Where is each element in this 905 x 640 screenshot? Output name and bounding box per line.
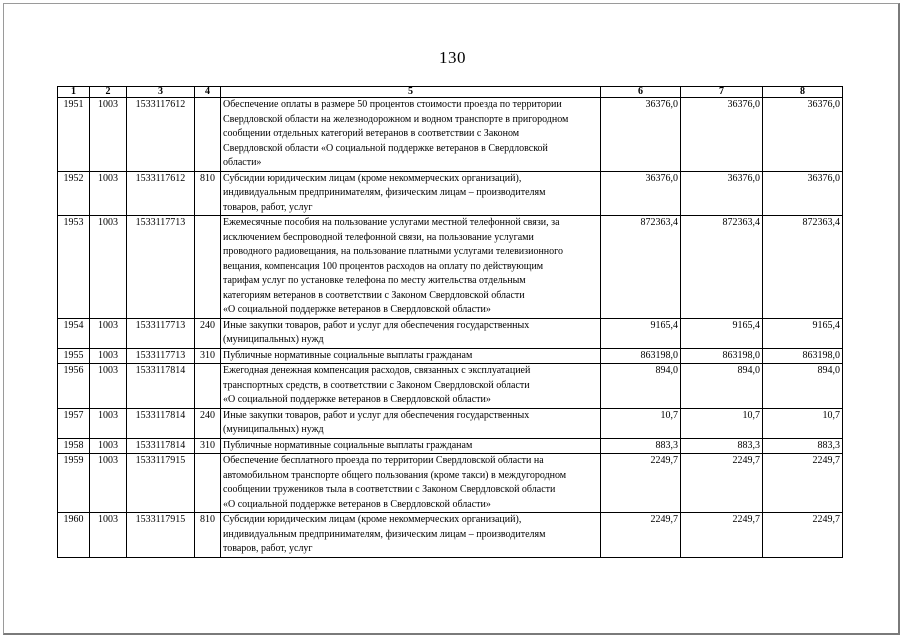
description-line: Ежемесячные пособия на пользование услугами местной телефонной связи, за xyxy=(223,217,560,228)
section-code-cell: 1003 xyxy=(90,216,127,319)
expense-type-cell: 310 xyxy=(195,348,221,364)
amount-col7-cell: 2249,7 xyxy=(681,454,763,513)
table-row xyxy=(58,454,843,513)
column-header: 1 xyxy=(58,87,90,98)
description-line: транспортных средств, в соответствии с Законом Свердловской области xyxy=(223,379,530,391)
description-line: исключением беспроводной телефонной связи, на пользование услугами xyxy=(223,231,534,243)
target-code-cell: 1533117713 xyxy=(127,348,195,364)
section-code-cell: 1003 xyxy=(90,438,127,454)
amount-col7-cell: 894,0 xyxy=(681,364,763,409)
table-row xyxy=(58,98,843,172)
amount-col6-cell: 894,0 xyxy=(601,364,681,409)
description-line: Ежегодная денежная компенсация расходов, связанных с эксплуатацией xyxy=(223,365,531,376)
table-row xyxy=(58,438,843,454)
description-line: товаров, работ, услуг xyxy=(223,543,313,554)
description-cell xyxy=(221,513,601,558)
description-cell xyxy=(221,171,601,216)
description-line: проводного радиовещания, на пользование платными услугами телевизионного xyxy=(223,246,564,257)
description-line: Обеспечение оплаты в размере 50 процентов стоимости проезда по территории xyxy=(223,99,562,110)
amount-col6-cell: 36376,0 xyxy=(601,171,681,216)
description-cell xyxy=(221,364,601,409)
description-line: индивидуальным предпринимателям, физическим лицам – производителям xyxy=(223,187,546,198)
amount-col8-cell: 36376,0 xyxy=(763,171,843,216)
row-number-cell: 1958 xyxy=(58,438,90,454)
row-number-cell: 1953 xyxy=(58,216,90,319)
amount-col8-cell: 883,3 xyxy=(763,438,843,454)
description-line: «О социальной поддержке ветеранов в Свердловской области» xyxy=(223,304,491,315)
description-cell xyxy=(221,408,601,438)
amount-col8-cell: 36376,0 xyxy=(763,98,843,172)
column-header: 4 xyxy=(195,87,221,98)
table-row xyxy=(58,364,843,409)
target-code-cell: 1533117915 xyxy=(127,513,195,558)
page-number: 130 xyxy=(439,48,466,67)
description-cell xyxy=(221,98,601,172)
row-number-cell: 1954 xyxy=(58,318,90,348)
row-number-cell: 1956 xyxy=(58,364,90,409)
row-number-cell: 1952 xyxy=(58,171,90,216)
amount-col6-cell: 872363,4 xyxy=(601,216,681,319)
column-header: 6 xyxy=(601,87,681,98)
table-row xyxy=(58,318,843,348)
expense-type-cell: 240 xyxy=(195,318,221,348)
expense-type-cell xyxy=(195,454,221,513)
description-line: Публичные нормативные социальные выплаты гражданам xyxy=(223,439,473,451)
section-code-cell: 1003 xyxy=(90,348,127,364)
expense-type-cell: 810 xyxy=(195,513,221,558)
description-line: (муниципальных) нужд xyxy=(223,424,324,435)
amount-col7-cell: 2249,7 xyxy=(681,513,763,558)
description-line: Иные закупки товаров, работ и услуг для обеспечения государственных xyxy=(223,409,530,421)
amount-col6-cell: 36376,0 xyxy=(601,98,681,172)
amount-col6-cell: 10,7 xyxy=(601,408,681,438)
description-line: индивидуальным предпринимателям, физическим лицам – производителям xyxy=(223,528,546,540)
section-code-cell: 1003 xyxy=(90,318,127,348)
description-line: Свердловской области на железнодорожном и водном транспорте в пригородном xyxy=(223,113,569,125)
section-code-cell: 1003 xyxy=(90,513,127,558)
column-header: 8 xyxy=(763,87,843,98)
amount-col7-cell: 9165,4 xyxy=(681,318,763,348)
amount-col7-cell: 872363,4 xyxy=(681,216,763,319)
row-number-cell: 1951 xyxy=(58,98,90,172)
table-row xyxy=(58,216,843,319)
description-line: Публичные нормативные социальные выплаты гражданам xyxy=(223,349,473,361)
column-header: 3 xyxy=(127,87,195,98)
expense-type-cell xyxy=(195,98,221,172)
description-line: (муниципальных) нужд xyxy=(223,334,324,345)
description-line: товаров, работ, услуг xyxy=(223,201,313,213)
expense-type-cell xyxy=(195,364,221,409)
amount-col7-cell: 863198,0 xyxy=(681,348,763,364)
amount-col7-cell: 10,7 xyxy=(681,408,763,438)
amount-col8-cell: 863198,0 xyxy=(763,348,843,364)
target-code-cell: 1533117612 xyxy=(127,171,195,216)
amount-col6-cell: 9165,4 xyxy=(601,318,681,348)
section-code-cell: 1003 xyxy=(90,408,127,438)
target-code-cell: 1533117713 xyxy=(127,318,195,348)
table-body xyxy=(58,98,843,558)
budget-table xyxy=(57,86,843,558)
description-line: сообщении тружеников тыла в соответствии с Законом Свердловской области xyxy=(223,484,556,495)
table-row xyxy=(58,408,843,438)
amount-col8-cell: 10,7 xyxy=(763,408,843,438)
description-cell xyxy=(221,438,601,454)
description-cell xyxy=(221,216,601,319)
row-number-cell: 1955 xyxy=(58,348,90,364)
amount-col6-cell: 2249,7 xyxy=(601,454,681,513)
target-code-cell: 1533117612 xyxy=(127,98,195,172)
expense-type-cell: 240 xyxy=(195,408,221,438)
description-line: Свердловской области «О социальной поддержке ветеранов в Свердловской xyxy=(223,142,548,154)
description-line: «О социальной поддержке ветеранов в Свердловской области» xyxy=(223,394,491,405)
description-line: тарифам услуг по установке телефона по месту жительства отдельным xyxy=(223,275,526,286)
amount-col6-cell: 863198,0 xyxy=(601,348,681,364)
description-cell xyxy=(221,318,601,348)
target-code-cell: 1533117814 xyxy=(127,364,195,409)
description-line: Обеспечение бесплатного проезда по территории Свердловской области на xyxy=(223,455,544,466)
description-line: области» xyxy=(223,157,262,168)
target-code-cell: 1533117713 xyxy=(127,216,195,319)
description-line: «О социальной поддержке ветеранов в Свердловской области» xyxy=(223,498,491,510)
amount-col7-cell: 36376,0 xyxy=(681,171,763,216)
row-number-cell: 1957 xyxy=(58,408,90,438)
amount-col8-cell: 894,0 xyxy=(763,364,843,409)
section-code-cell: 1003 xyxy=(90,171,127,216)
section-code-cell: 1003 xyxy=(90,454,127,513)
column-header: 7 xyxy=(681,87,763,98)
description-line: сообщении отдельных категорий ветеранов в соответствии с Законом xyxy=(223,128,520,139)
description-line: категориям ветеранов в соответствии с Законом Свердловской области xyxy=(223,289,525,301)
amount-col6-cell: 2249,7 xyxy=(601,513,681,558)
amount-col6-cell: 883,3 xyxy=(601,438,681,454)
target-code-cell: 1533117915 xyxy=(127,454,195,513)
amount-col8-cell: 2249,7 xyxy=(763,454,843,513)
description-cell xyxy=(221,454,601,513)
amount-col8-cell: 9165,4 xyxy=(763,318,843,348)
expense-type-cell xyxy=(195,216,221,319)
table-row xyxy=(58,513,843,558)
expense-type-cell: 810 xyxy=(195,171,221,216)
table-row xyxy=(58,348,843,364)
description-line: Субсидии юридическим лицам (кроме некоммерческих организаций), xyxy=(223,514,522,525)
column-header: 5 xyxy=(221,87,601,98)
amount-col7-cell: 883,3 xyxy=(681,438,763,454)
expense-type-cell: 310 xyxy=(195,438,221,454)
target-code-cell: 1533117814 xyxy=(127,438,195,454)
description-line: Иные закупки товаров, работ и услуг для обеспечения государственных xyxy=(223,319,530,331)
description-line: вещания, компенсация 100 процентов расходов на оплату по действующим xyxy=(223,260,544,272)
description-line: Субсидии юридическим лицам (кроме некоммерческих организаций), xyxy=(223,172,522,184)
section-code-cell: 1003 xyxy=(90,364,127,409)
section-code-cell: 1003 xyxy=(90,98,127,172)
row-number-cell: 1960 xyxy=(58,513,90,558)
amount-col7-cell: 36376,0 xyxy=(681,98,763,172)
amount-col8-cell: 2249,7 xyxy=(763,513,843,558)
target-code-cell: 1533117814 xyxy=(127,408,195,438)
description-line: автомобильном транспорте общего пользования (кроме такси) в междугородном xyxy=(223,469,567,481)
amount-col8-cell: 872363,4 xyxy=(763,216,843,319)
table-row xyxy=(58,171,843,216)
table-header-row xyxy=(58,87,843,98)
column-header: 2 xyxy=(90,87,127,98)
description-cell xyxy=(221,348,601,364)
row-number-cell: 1959 xyxy=(58,454,90,513)
